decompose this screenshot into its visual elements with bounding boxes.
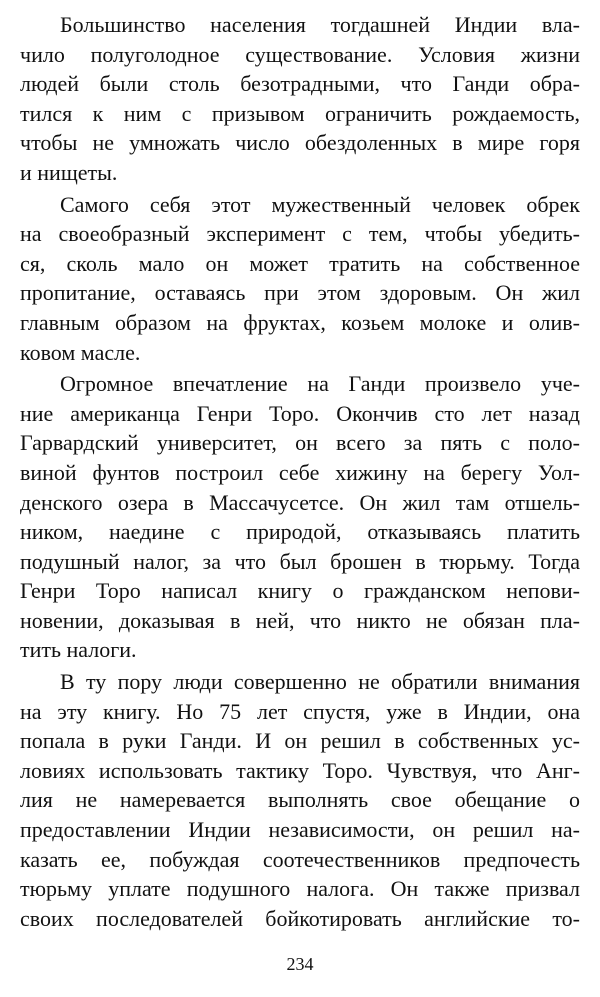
text-line: на своеобразный эксперимент с тем, чтобы убедить- <box>20 221 580 247</box>
text-line: и нищеты. <box>20 159 118 185</box>
text-line: людей были столь безотрадными, что Ганди обра- <box>20 71 580 97</box>
text-line: казать ее, побуждая соотечественников предпочесть <box>20 846 580 872</box>
text-line: ковом масле. <box>20 339 141 365</box>
text-line: попала в руки Ганди. И он решил в собственных ус- <box>20 728 580 754</box>
text-body <box>20 10 580 933</box>
text-line: лия не намеревается выполнять свое обещание о <box>20 787 580 813</box>
paragraph <box>20 190 580 368</box>
text-line: на эту книгу. Но 75 лет спустя, уже в Индии, она <box>20 698 580 724</box>
text-line: ником, наедине с природой, отказываясь платить <box>20 519 580 545</box>
text-line: Генри Торо написал книгу о гражданском непови- <box>20 578 580 604</box>
text-line: Гарвардский университет, он всего за пять с поло- <box>20 430 580 456</box>
text-line: тился к ним с призывом ограничить рождаемость, <box>20 100 580 126</box>
paragraph <box>20 369 580 665</box>
text-line: В ту пору люди совершенно не обратили внимания <box>60 669 580 695</box>
text-line: ся, сколь мало он может тратить на собственное <box>20 250 580 276</box>
page-number: 234 <box>286 954 314 974</box>
text-line: предоставлении Индии независимости, он решил на- <box>20 817 580 843</box>
page-body <box>20 10 580 935</box>
text-line: тить налоги. <box>20 637 137 663</box>
text-line: ние американца Генри Торо. Окончив сто лет назад <box>20 400 580 426</box>
text-line: виной фунтов построил себе хижину на берегу Уол- <box>20 459 580 485</box>
paragraph <box>20 667 580 933</box>
paragraph <box>20 10 580 188</box>
text-line: денского озера в Массачусетсе. Он жил там отшель- <box>20 489 580 515</box>
text-line: главным образом на фруктах, козьем молоке и олив- <box>20 309 580 335</box>
text-line: Большинство населения тогдашней Индии вла- <box>60 12 580 37</box>
text-line: тюрьму уплате подушного налога. Он также призвал <box>20 876 580 902</box>
text-line: Огромное впечатление на Ганди произвело уче- <box>60 371 580 397</box>
text-line: чило полуголодное существование. Условия жизни <box>20 41 580 67</box>
text-line: Самого себя этот мужественный человек обрек <box>60 191 580 217</box>
text-line: новении, доказывая в ней, что никто не обязан пла- <box>20 607 580 633</box>
text-line: подушный налог, за что был брошен в тюрьму. Тогда <box>20 548 580 574</box>
text-line: ловиях использовать тактику Торо. Чувствуя, что Анг- <box>20 757 580 783</box>
text-line: своих последователей бойкотировать английские то- <box>20 905 580 931</box>
text-line: чтобы не умножать число обездоленных в мире горя <box>20 130 580 156</box>
text-line: пропитание, оставаясь при этом здоровым. Он жил <box>20 280 580 306</box>
